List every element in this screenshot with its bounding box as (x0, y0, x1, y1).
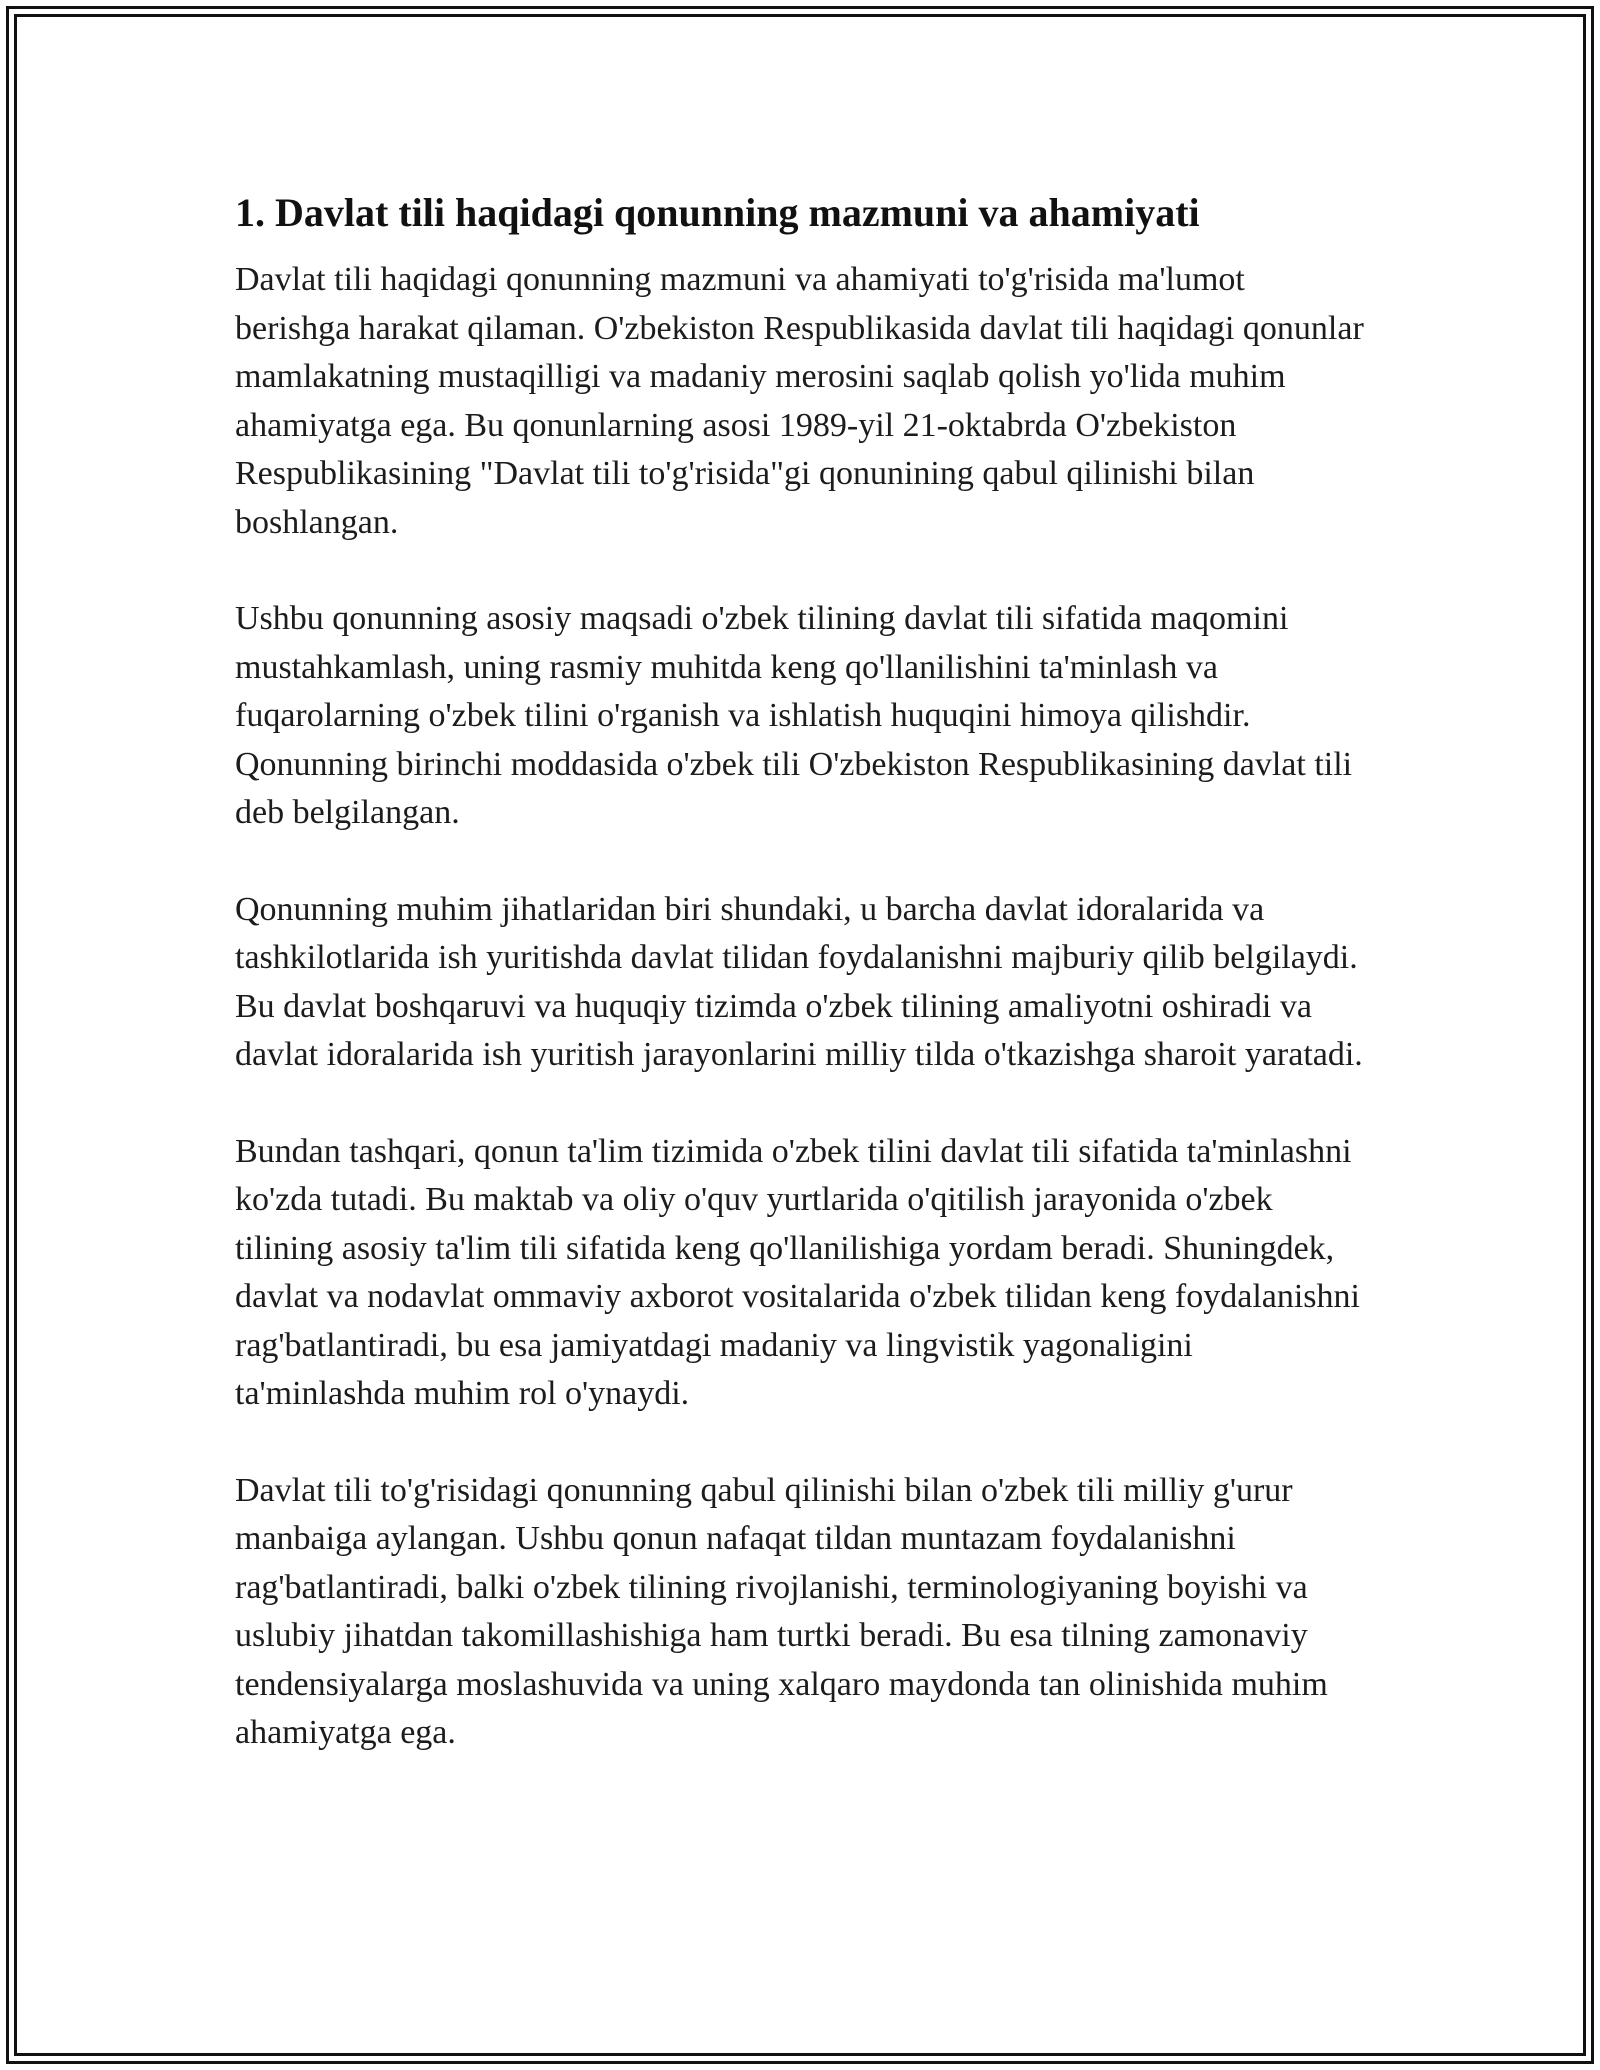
paragraph-3: Qonunning muhim jihatlaridan biri shundaki, u barcha davlat idoralarida va tashkilotlarida ish yuritishda davlat tilidan foydalanishni majburiy qilib belgilaydi. Bu davlat boshqaruvi va huquqiy tizimda o'zbek tilining amaliyotni oshiradi va davlat idoralarida ish yuritish jarayonlarini milliy tilda o'tkazishga sharoit yaratadi. (235, 890, 1363, 1073)
paragraph-5: Davlat tili to'g'risidagi qonunning qabul qilinishi bilan o'zbek tili milliy g'urur manbaiga aylangan. Ushbu qonun nafaqat tildan muntazam foydalanishni rag'batlantiradi, balki o'zbek tilining rivojlanishi, terminologiyaning boyishi va uslubiy jihatdan takomillashishiga ham turtki beradi. Bu esa tilning zamonaviy tendensiyalarga moslashuvida va uning xalqaro maydonda tan olinishida muhim ahamiyatga ega. (235, 1471, 1328, 1751)
paragraph-2: Ushbu qonunning asosiy maqsadi o'zbek tilining davlat tili sifatida maqomini mustahkamlash, uning rasmiy muhitda keng qo'llanilishini ta'minlash va fuqarolarning o'zbek tilini o'rganish va ishlatish huquqini himoya qilishdir. Qonunning birinchi moddasida o'zbek tili O'zbekiston Respublikasining davlat tili deb belgilangan. (235, 600, 1353, 831)
document-page (235, 188, 1365, 1806)
paragraph-4: Bundan tashqari, qonun ta'lim tizimida o'zbek tilini davlat tili sifatida ta'minlashni ko'zda tutadi. Bu maktab va oliy o'quv yurtlarida o'qitilish jarayonida o'zbek tilining asosiy ta'lim tili sifatida keng qo'llanilishiga yordam beradi. Shuningdek, davlat va nodavlat ommaviy axborot vositalarida o'zbek tilidan keng foydalanishni rag'batlantiradi, bu esa jamiyatdagi madaniy va lingvistik yagonaligini ta'minlashda muhim rol o'ynaydi. (235, 1132, 1360, 1412)
paragraph-1: Davlat tili haqidagi qonunning mazmuni va ahamiyati to'g'risida ma'lumot berishga harakat qilaman. O'zbekiston Respublikasida davlat tili haqidagi qonunlar mamlakatning mustaqilligi va madaniy merosini saqlab qolish yo'lida muhim ahamiyatga ega. Bu qonunlarning asosi 1989-yil 21-oktabrda O'zbekiston Respublikasining "Davlat tili to'g'risida"gi qonunining qabul qilinishi bilan boshlangan. (235, 261, 1364, 541)
section-title: 1. Davlat tili haqidagi qonunning mazmuni va ahamiyati (235, 190, 1200, 235)
